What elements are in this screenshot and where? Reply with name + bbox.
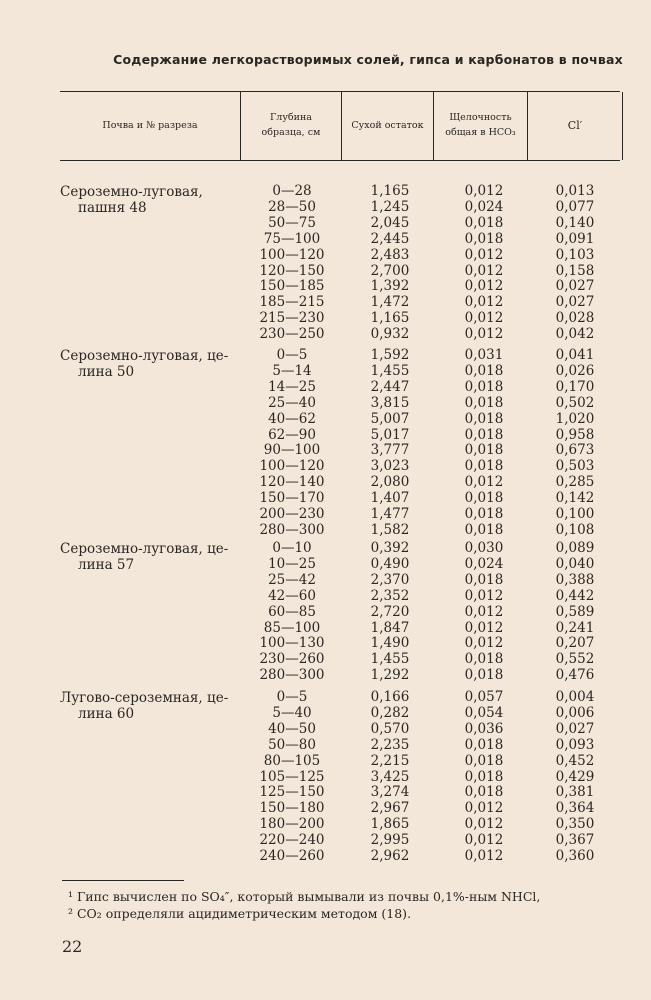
cell-alkalinity: 0,018 (464, 458, 504, 475)
table-row (0, 491, 651, 507)
cell-dry-residue: 1,582 (370, 521, 410, 538)
cell-alkalinity: 0,012 (464, 848, 504, 864)
table-row (0, 849, 651, 865)
page-title: Содержание легкорастворимых солей, гипса и карбонатов в почвах (113, 52, 623, 67)
cell-dry-residue: 1,165 (370, 183, 410, 199)
cell-alkalinity: 0,018 (464, 736, 504, 753)
cell-dry-residue: 2,352 (370, 587, 410, 604)
table-row (0, 459, 651, 475)
table-header-rule (60, 160, 620, 161)
cell-dry-residue: 1,455 (370, 651, 410, 668)
cell-depth: 200—230 (259, 506, 325, 522)
cell-alkalinity: 0,018 (464, 521, 504, 538)
cell-dry-residue: 3,425 (370, 768, 410, 785)
cell-chloride: 0,108 (555, 521, 595, 538)
cell-depth: 85—100 (263, 619, 321, 636)
cell-dry-residue: 2,215 (370, 752, 410, 769)
soil-name-line: лина 50 (78, 364, 135, 380)
cell-chloride: 0,673 (555, 442, 595, 459)
table-row (0, 589, 651, 605)
cell-alkalinity: 0,024 (464, 198, 504, 215)
cell-chloride: 0,207 (555, 635, 595, 652)
cell-depth: 280—300 (259, 521, 325, 538)
table-row (0, 785, 651, 801)
cell-depth: 40—50 (268, 720, 316, 737)
cell-dry-residue: 5,017 (370, 426, 410, 443)
cell-alkalinity: 0,012 (464, 326, 504, 343)
table-row (0, 200, 651, 216)
cell-chloride: 0,041 (555, 347, 595, 363)
table-row (0, 722, 651, 738)
cell-depth: 280—300 (259, 667, 325, 684)
cell-chloride: 0,140 (555, 214, 595, 231)
table-row (0, 636, 651, 652)
cell-alkalinity: 0,012 (464, 294, 504, 311)
table-row (0, 770, 651, 786)
cell-chloride: 0,027 (555, 278, 595, 295)
cell-chloride: 0,388 (555, 571, 595, 588)
cell-alkalinity: 0,018 (464, 442, 504, 459)
cell-alkalinity: 0,018 (464, 426, 504, 443)
table-row (0, 605, 651, 621)
cell-alkalinity: 0,018 (464, 506, 504, 522)
table-row (0, 295, 651, 311)
cell-dry-residue: 1,477 (370, 506, 410, 522)
cell-chloride: 0,502 (555, 394, 595, 411)
cell-alkalinity: 0,018 (464, 571, 504, 588)
cell-chloride: 1,020 (555, 410, 595, 427)
cell-alkalinity: 0,018 (464, 768, 504, 785)
cell-depth: 14—25 (268, 378, 316, 395)
table-row (0, 248, 651, 264)
soil-name-line: Лугово-сероземная, це- (60, 690, 229, 706)
cell-depth: 240—260 (259, 848, 325, 864)
cell-alkalinity: 0,012 (464, 587, 504, 604)
cell-alkalinity: 0,031 (464, 347, 504, 363)
header-soil: Почва и № разреза (102, 119, 198, 131)
cell-chloride: 0,170 (555, 378, 595, 395)
cell-depth: 100—120 (259, 458, 325, 475)
header-alkalinity: Щелочность общая в НСО₃ (445, 112, 516, 138)
cell-depth: 185—215 (259, 294, 325, 311)
cell-alkalinity: 0,018 (464, 490, 504, 507)
cell-alkalinity: 0,012 (464, 474, 504, 491)
cell-depth: 42—60 (268, 587, 316, 604)
cell-alkalinity: 0,030 (464, 540, 504, 556)
cell-dry-residue: 2,962 (370, 848, 410, 864)
cell-depth: 120—140 (259, 474, 325, 491)
cell-alkalinity: 0,012 (464, 183, 504, 199)
cell-dry-residue: 1,472 (370, 294, 410, 311)
cell-depth: 230—260 (259, 651, 325, 668)
cell-chloride: 0,027 (555, 294, 595, 311)
cell-depth: 0—10 (272, 540, 312, 556)
cell-dry-residue: 0,166 (370, 689, 410, 705)
table-row (0, 523, 651, 539)
table-row (0, 652, 651, 668)
cell-dry-residue: 2,445 (370, 230, 410, 247)
cell-chloride: 0,958 (555, 426, 595, 443)
cell-dry-residue: 0,570 (370, 720, 410, 737)
cell-alkalinity: 0,024 (464, 555, 504, 572)
cell-depth: 100—120 (259, 246, 325, 263)
cell-alkalinity: 0,018 (464, 230, 504, 247)
cell-chloride: 0,006 (555, 704, 595, 721)
table-row (0, 396, 651, 412)
cell-depth: 10—25 (268, 555, 316, 572)
cell-chloride: 0,089 (555, 540, 595, 556)
header-chloride: Cl′ (567, 119, 583, 133)
cell-depth: 220—240 (259, 832, 325, 849)
table-row (0, 690, 651, 706)
cell-dry-residue: 1,592 (370, 347, 410, 363)
table-row (0, 348, 651, 364)
cell-dry-residue: 2,045 (370, 214, 410, 231)
table-row (0, 428, 651, 444)
cell-alkalinity: 0,018 (464, 394, 504, 411)
cell-depth: 0—5 (276, 689, 308, 705)
cell-depth: 80—105 (263, 752, 321, 769)
cell-chloride: 0,103 (555, 246, 595, 263)
table-row (0, 706, 651, 722)
soil-name-line: Сероземно-луговая, це- (60, 541, 229, 557)
cell-chloride: 0,381 (555, 784, 595, 801)
cell-chloride: 0,004 (555, 689, 595, 705)
cell-dry-residue: 2,483 (370, 246, 410, 263)
cell-chloride: 0,442 (555, 587, 595, 604)
cell-dry-residue: 2,080 (370, 474, 410, 491)
table-row (0, 668, 651, 684)
table-row (0, 738, 651, 754)
table-row (0, 754, 651, 770)
table-row (0, 327, 651, 343)
cell-alkalinity: 0,018 (464, 214, 504, 231)
cell-dry-residue: 1,407 (370, 490, 410, 507)
cell-depth: 150—185 (259, 278, 325, 295)
cell-dry-residue: 2,967 (370, 800, 410, 817)
cell-chloride: 0,013 (555, 183, 595, 199)
header-depth: Глубина образца, см (261, 112, 321, 138)
cell-chloride: 0,364 (555, 800, 595, 817)
cell-dry-residue: 0,932 (370, 326, 410, 343)
cell-alkalinity: 0,012 (464, 832, 504, 849)
table-row (0, 801, 651, 817)
cell-dry-residue: 5,007 (370, 410, 410, 427)
cell-dry-residue: 1,392 (370, 278, 410, 295)
cell-depth: 150—180 (259, 800, 325, 817)
table-row (0, 380, 651, 396)
cell-dry-residue: 1,292 (370, 667, 410, 684)
cell-dry-residue: 1,865 (370, 816, 410, 833)
cell-chloride: 0,026 (555, 362, 595, 379)
footnote-co2: ² CO₂ определяли ацидиметрическим методом (18). (68, 906, 412, 921)
cell-chloride: 0,100 (555, 506, 595, 522)
cell-alkalinity: 0,012 (464, 278, 504, 295)
cell-alkalinity: 0,018 (464, 667, 504, 684)
footnote-rule (62, 880, 184, 881)
cell-depth: 100—130 (259, 635, 325, 652)
cell-dry-residue: 2,720 (370, 603, 410, 620)
cell-depth: 50—75 (268, 214, 316, 231)
cell-alkalinity: 0,012 (464, 603, 504, 620)
cell-depth: 50—80 (268, 736, 316, 753)
table-top-rule (60, 91, 620, 92)
table-row (0, 443, 651, 459)
table-row (0, 264, 651, 280)
cell-depth: 215—230 (259, 310, 325, 327)
table-row (0, 573, 651, 589)
cell-chloride: 0,077 (555, 198, 595, 215)
cell-alkalinity: 0,012 (464, 262, 504, 279)
table-row (0, 621, 651, 637)
header-dry-residue: Сухой остаток (351, 119, 424, 131)
cell-chloride: 0,350 (555, 816, 595, 833)
cell-alkalinity: 0,018 (464, 752, 504, 769)
cell-dry-residue: 3,777 (370, 442, 410, 459)
cell-depth: 75—100 (263, 230, 321, 247)
table-row (0, 833, 651, 849)
cell-dry-residue: 2,370 (370, 571, 410, 588)
cell-chloride: 0,552 (555, 651, 595, 668)
cell-depth: 150—170 (259, 490, 325, 507)
cell-dry-residue: 0,490 (370, 555, 410, 572)
cell-depth: 180—200 (259, 816, 325, 833)
cell-chloride: 0,285 (555, 474, 595, 491)
table-row (0, 475, 651, 491)
cell-depth: 0—5 (276, 347, 308, 363)
table-row (0, 817, 651, 833)
cell-dry-residue: 1,165 (370, 310, 410, 327)
cell-dry-residue: 2,447 (370, 378, 410, 395)
cell-dry-residue: 3,274 (370, 784, 410, 801)
cell-alkalinity: 0,018 (464, 378, 504, 395)
cell-chloride: 0,589 (555, 603, 595, 620)
soil-name-line: Сероземно-луговая, це- (60, 348, 229, 364)
cell-chloride: 0,042 (555, 326, 595, 343)
cell-chloride: 0,091 (555, 230, 595, 247)
cell-chloride: 0,367 (555, 832, 595, 849)
cell-dry-residue: 1,490 (370, 635, 410, 652)
soil-name-line: лина 60 (78, 706, 135, 722)
cell-depth: 25—40 (268, 394, 316, 411)
table-row (0, 364, 651, 380)
cell-chloride: 0,028 (555, 310, 595, 327)
column-divider (622, 92, 623, 160)
cell-chloride: 0,158 (555, 262, 595, 279)
table-row (0, 541, 651, 557)
cell-dry-residue: 2,235 (370, 736, 410, 753)
cell-dry-residue: 1,847 (370, 619, 410, 636)
table-row (0, 184, 651, 200)
cell-depth: 0—28 (272, 183, 312, 199)
cell-chloride: 0,241 (555, 619, 595, 636)
cell-chloride: 0,027 (555, 720, 595, 737)
table-row (0, 279, 651, 295)
cell-chloride: 0,503 (555, 458, 595, 475)
cell-depth: 40—62 (268, 410, 316, 427)
cell-alkalinity: 0,036 (464, 720, 504, 737)
cell-chloride: 0,142 (555, 490, 595, 507)
cell-depth: 230—250 (259, 326, 325, 343)
table-row (0, 311, 651, 327)
cell-chloride: 0,360 (555, 848, 595, 864)
cell-alkalinity: 0,018 (464, 362, 504, 379)
cell-depth: 62—90 (268, 426, 316, 443)
cell-depth: 120—150 (259, 262, 325, 279)
table-row (0, 557, 651, 573)
cell-dry-residue: 3,815 (370, 394, 410, 411)
cell-alkalinity: 0,012 (464, 816, 504, 833)
cell-alkalinity: 0,018 (464, 784, 504, 801)
cell-alkalinity: 0,012 (464, 635, 504, 652)
table-row (0, 216, 651, 232)
cell-alkalinity: 0,012 (464, 800, 504, 817)
soil-name-line: лина 57 (78, 557, 135, 573)
cell-depth: 5—14 (272, 362, 312, 379)
cell-dry-residue: 2,700 (370, 262, 410, 279)
cell-chloride: 0,093 (555, 736, 595, 753)
cell-chloride: 0,040 (555, 555, 595, 572)
page-number: 22 (62, 937, 83, 956)
cell-depth: 28—50 (268, 198, 316, 215)
cell-depth: 105—125 (259, 768, 325, 785)
cell-depth: 125—150 (259, 784, 325, 801)
cell-alkalinity: 0,012 (464, 310, 504, 327)
cell-chloride: 0,429 (555, 768, 595, 785)
cell-alkalinity: 0,012 (464, 619, 504, 636)
cell-dry-residue: 1,455 (370, 362, 410, 379)
cell-depth: 90—100 (263, 442, 321, 459)
cell-alkalinity: 0,012 (464, 246, 504, 263)
cell-alkalinity: 0,018 (464, 651, 504, 668)
table-row (0, 232, 651, 248)
cell-chloride: 0,452 (555, 752, 595, 769)
footnote-gypsum: ¹ Гипс вычислен по SO₄″, который вымывали из почвы 0,1%-ным NHCl, (68, 889, 541, 904)
cell-alkalinity: 0,054 (464, 704, 504, 721)
cell-dry-residue: 0,282 (370, 704, 410, 721)
cell-chloride: 0,476 (555, 667, 595, 684)
cell-dry-residue: 3,023 (370, 458, 410, 475)
cell-depth: 60—85 (268, 603, 316, 620)
table-row (0, 412, 651, 428)
cell-dry-residue: 2,995 (370, 832, 410, 849)
soil-name-line: Сероземно-луговая, (60, 184, 203, 200)
cell-dry-residue: 0,392 (370, 540, 410, 556)
cell-depth: 25—42 (268, 571, 316, 588)
cell-depth: 5—40 (272, 704, 312, 721)
table-row (0, 507, 651, 523)
cell-dry-residue: 1,245 (370, 198, 410, 215)
cell-alkalinity: 0,018 (464, 410, 504, 427)
cell-alkalinity: 0,057 (464, 689, 504, 705)
soil-name-line: пашня 48 (78, 200, 147, 216)
